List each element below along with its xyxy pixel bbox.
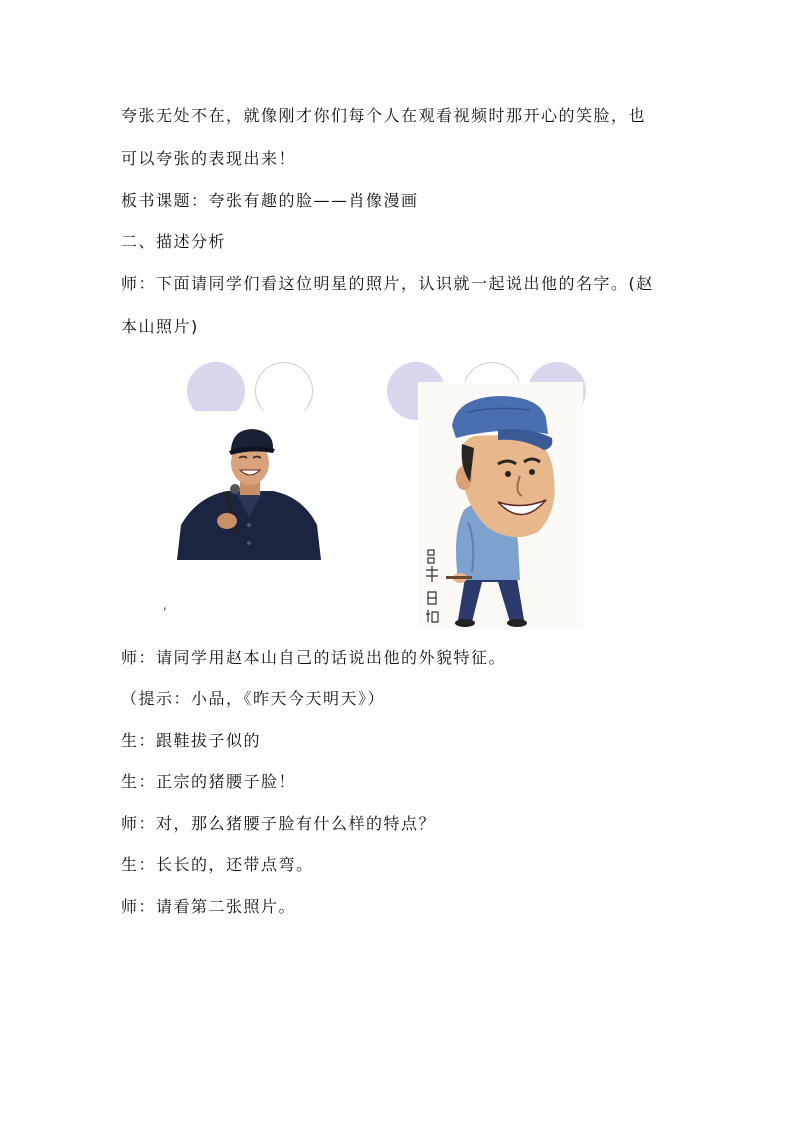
student-line-2: 生：正宗的猪腰子脸！ [121, 772, 297, 791]
hint-line: （提示：小品，《昨天今天明天》） [121, 689, 386, 708]
teacher-line-1-cont: 本山照片) [121, 317, 199, 336]
student-line-1: 生：跟鞋拔子似的 [121, 731, 262, 750]
paragraph-line-2: 可以夸张的表现出来！ [121, 149, 297, 168]
caricature-illustration [418, 382, 583, 629]
teacher-line-4: 师：请看第二张照片。 [121, 897, 297, 916]
stray-mark: , [163, 598, 167, 612]
teacher-line-3: 师：对，那么猪腰子脸有什么样的特点？ [121, 814, 437, 833]
student-line-3: 生：长长的，还带点弯。 [121, 855, 314, 874]
performer-photo [177, 425, 321, 560]
blackboard-title-line: 板书课题：夸张有趣的脸——肖像漫画 [121, 191, 419, 210]
teacher-line-1: 师：下面请同学们看这位明星的照片，认识就一起说出他的名字。(赵 [121, 274, 654, 293]
teacher-line-2: 师：请同学用赵本山自己的话说出他的外貌特征。 [121, 648, 507, 667]
section-heading: 二、描述分析 [121, 232, 227, 251]
paragraph-line-1: 夸张无处不在，就像刚才你们每个人在观看视频时那开心的笑脸，也 [121, 106, 647, 125]
